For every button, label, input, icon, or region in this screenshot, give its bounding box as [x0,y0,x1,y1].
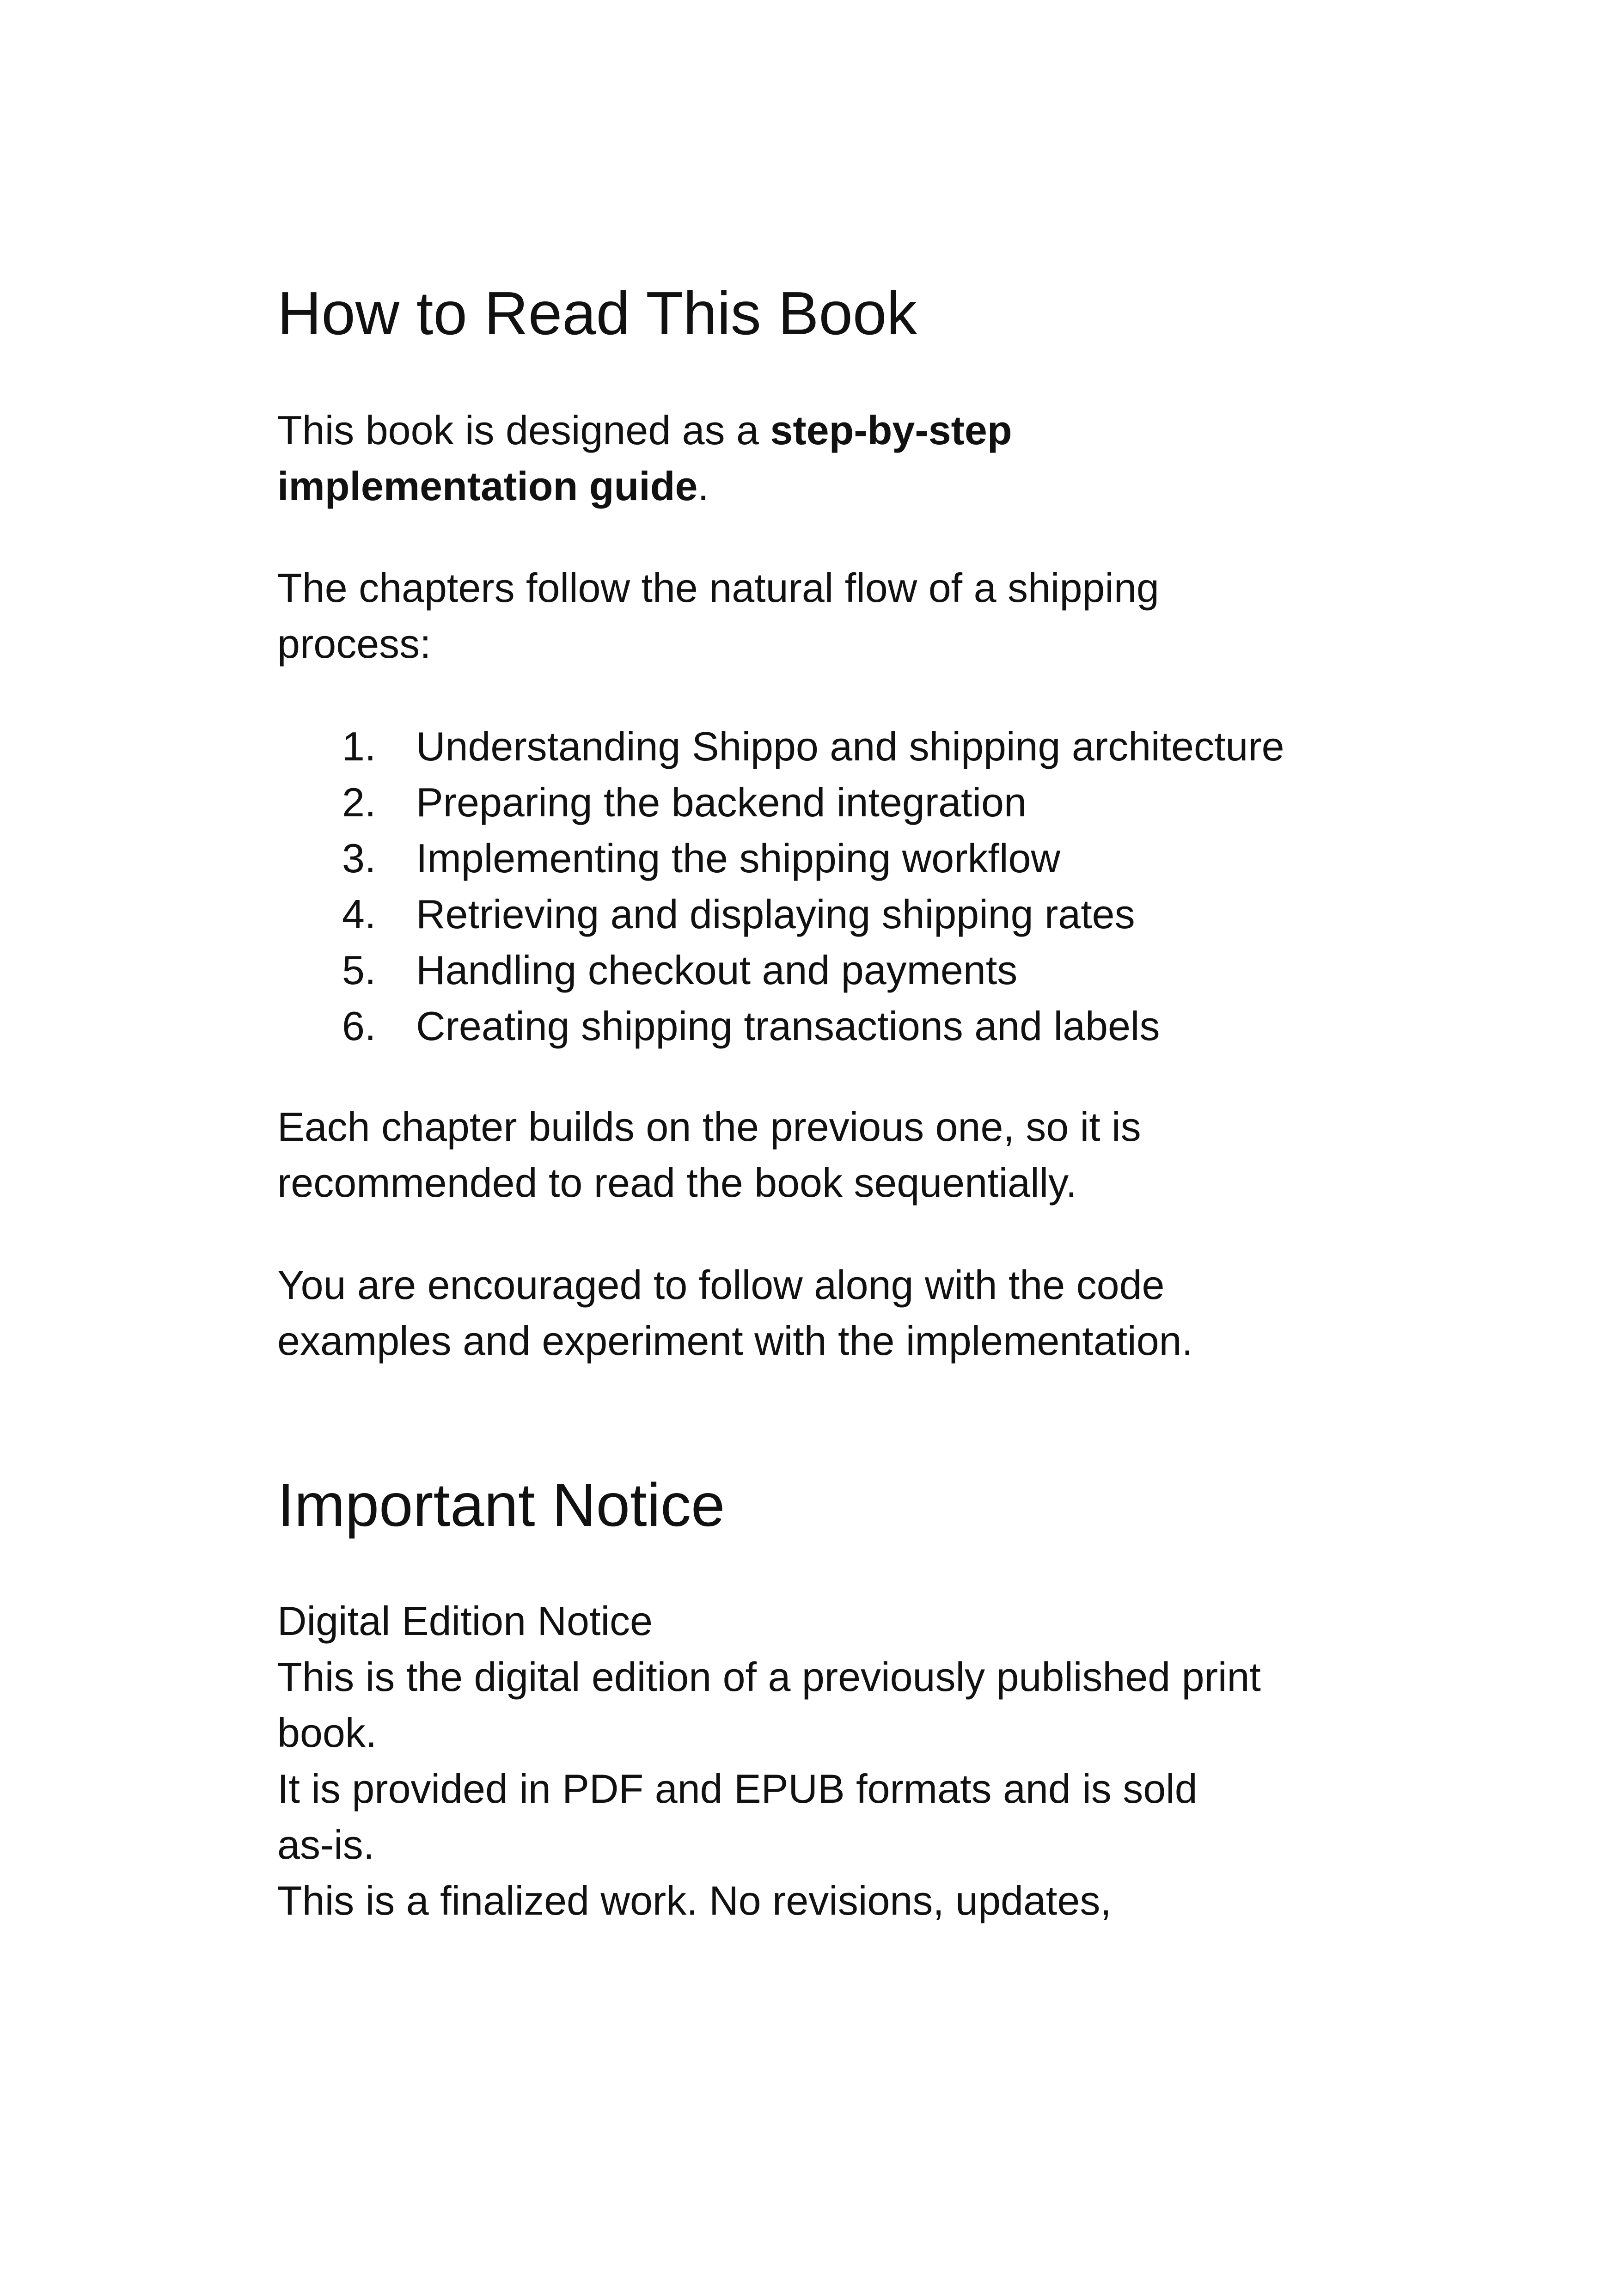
list-text: Retrieving and displaying shipping rates [416,891,1135,937]
list-text: Implementing the shipping workflow [416,835,1061,881]
encourage-paragraph: You are encouraged to follow along with the code examples and experiment with the implementation. [277,1262,1193,1364]
list-number: 6. [342,1003,376,1049]
list-item [277,942,1284,998]
list-text: Preparing the backend integration [416,779,1027,825]
list-number: 5. [342,947,376,993]
chapter-list [277,718,1284,1054]
notice-heading: Digital Edition Notice [277,1598,653,1644]
list-item [277,886,1284,942]
list-number: 3. [342,835,376,881]
notice-line: It is provided in PDF and EPUB formats and is sold as-is. [277,1766,1198,1867]
list-number: 4. [342,891,376,937]
list-text: Handling checkout and payments [416,947,1018,993]
list-text: Creating shipping transactions and labels [416,1003,1160,1049]
notice-line: This is a finalized work. No revisions, updates, [277,1878,1112,1923]
book-page [277,0,1340,2296]
list-number: 2. [342,779,376,825]
flow-paragraph: The chapters follow the natural flow of a shipping process: [277,565,1159,667]
section-title-important-notice: Important Notice [277,1471,725,1539]
list-item [277,998,1284,1054]
intro-prefix: This book is designed as a [277,407,770,453]
intro-suffix: . [697,463,709,509]
intro-bold: step-by-step implementation guide [277,407,1012,509]
intro-paragraph [277,402,1100,514]
list-text: Understanding Shippo and shipping architecture [416,723,1284,769]
notice-line: This is the digital edition of a previously published print book. [277,1654,1261,1756]
sequential-paragraph: Each chapter builds on the previous one, so it is recommended to read the book sequentially. [277,1104,1141,1206]
list-item [277,830,1284,886]
notice-block [277,1593,1340,1929]
list-item [277,774,1284,830]
section-title-how-to-read: How to Read This Book [277,279,917,347]
list-number: 1. [342,723,376,769]
list-item [277,718,1284,774]
